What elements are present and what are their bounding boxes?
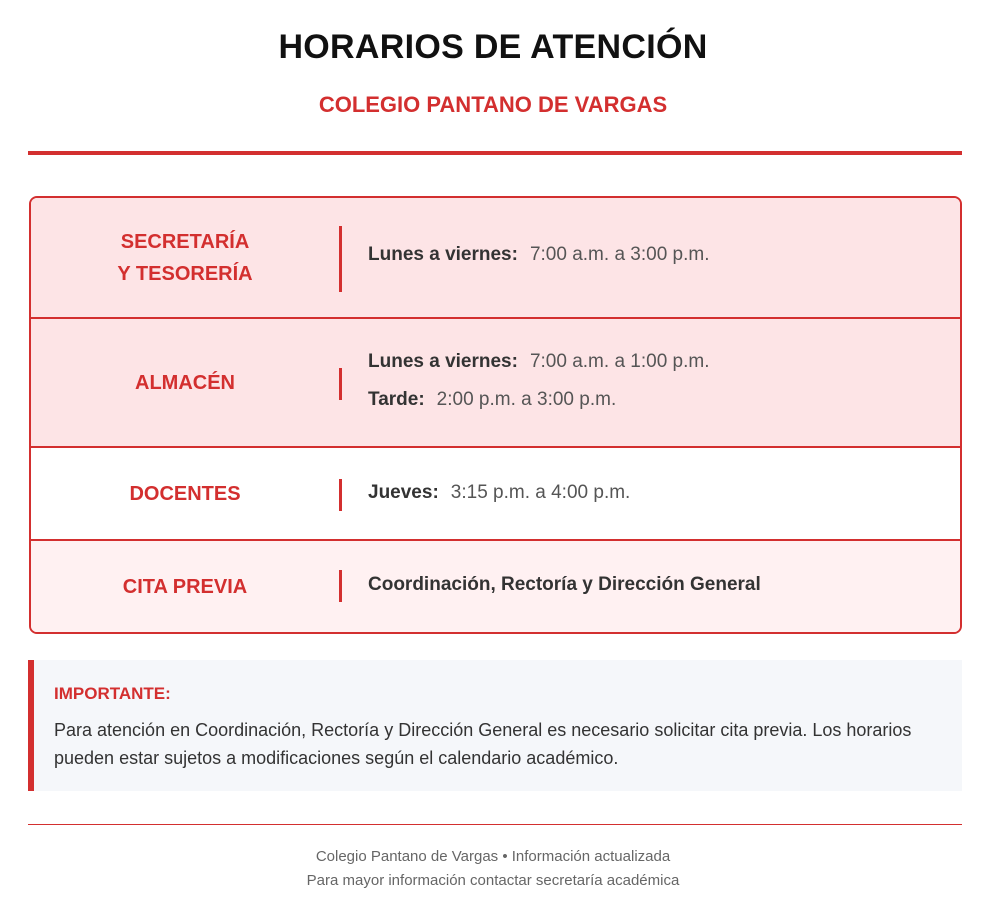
schedule-time: 7:00 a.m. a 3:00 p.m. [529,244,710,265]
footer-divider [28,824,962,825]
schedule-line [368,387,950,425]
schedule-time: 3:15 p.m. a 4:00 p.m. [450,482,631,503]
header-divider [28,151,962,155]
schedule-time: 2:00 p.m. a 3:00 p.m. [436,389,617,410]
schedule-row-almacen [31,319,960,448]
schedule-row-docentes [31,448,960,541]
row-divider-bar [339,226,342,292]
schedule-row-cita-previa [31,541,960,632]
footer-line-2: Para mayor información contactar secretaría académica [306,872,680,889]
department-name-line1: SECRETARÍA [120,230,250,253]
schedule-details [368,349,950,425]
schedule-row-secretaria [31,198,960,319]
schedule-table [29,196,962,634]
footer-line-1: Colegio Pantano de Vargas • Información actualizada [315,848,671,865]
schedule-day-label: Jueves: [368,482,439,503]
department-name: CITA PREVIA [122,575,248,598]
department-name [31,198,339,317]
department-name: DOCENTES [129,482,241,505]
row-divider-bar [339,570,342,602]
row-divider-bar [339,479,342,511]
department-name: ALMACÉN [135,371,235,394]
department-name-line2: Y TESORERÍA [117,262,253,285]
note-title: IMPORTANTE: [54,684,171,703]
schedule-details [368,480,950,518]
schedule-day-label: Lunes a viernes: [368,244,518,265]
schedule-details [368,242,950,280]
schedule-day-label: Tarde: [368,389,425,410]
appointment-offices: Coordinación, Rectoría y Dirección General [368,574,761,595]
schedule-line [368,480,950,518]
note-text: Para atención en Coordinación, Rectoría y Dirección General es necesario solicitar cita previa. Los horarios pueden estar sujetos a modificaciones según el calendario académico. [54,720,912,768]
schedule-line [368,349,950,387]
schedule-time: 7:00 a.m. a 1:00 p.m. [529,351,710,372]
page-title: HORARIOS DE ATENCIÓN [278,28,708,66]
important-note [28,660,962,791]
schedule-day-label: Lunes a viernes: [368,351,518,372]
schedule-details [368,572,950,610]
school-name: COLEGIO PANTANO DE VARGAS [318,92,668,117]
row-divider-bar [339,368,342,400]
schedule-line [368,242,950,280]
